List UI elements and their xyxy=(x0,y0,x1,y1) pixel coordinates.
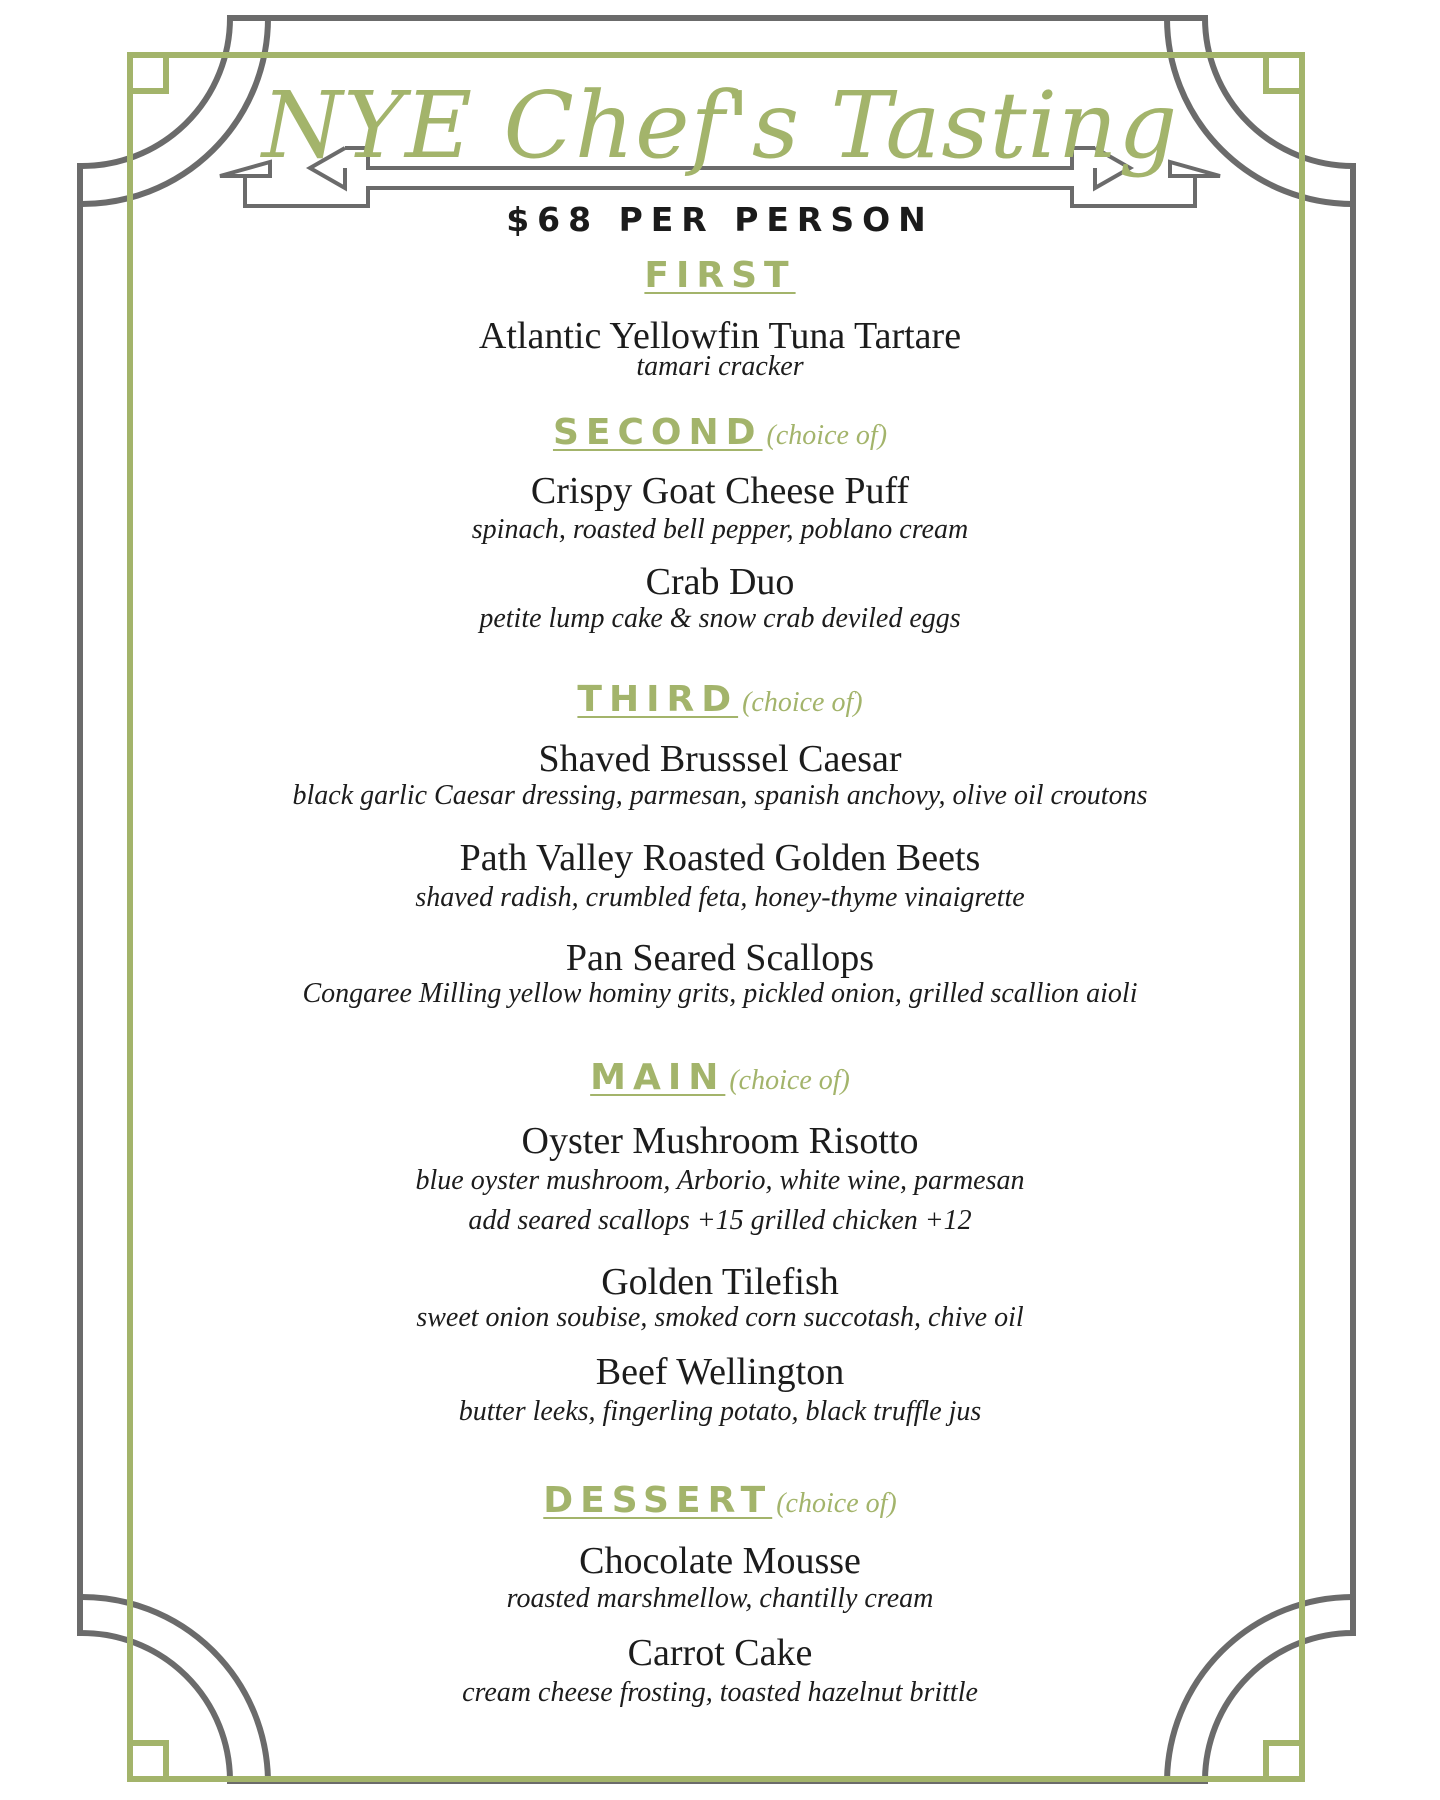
dish-name: Shaved Brusssel Caesar xyxy=(538,738,902,780)
course-note: (choice of) xyxy=(729,1065,850,1096)
course-name: SECOND xyxy=(552,412,763,453)
course-header-second xyxy=(0,412,1440,453)
course-name: DESSERT xyxy=(543,1480,773,1521)
dish-description: sweet onion soubise, smoked corn succotash, chive oil xyxy=(416,1302,1024,1333)
course-header-main xyxy=(0,1057,1440,1098)
course-name: FIRST xyxy=(644,255,796,296)
dish-name: Path Valley Roasted Golden Beets xyxy=(459,837,981,879)
dish-name: Oyster Mushroom Risotto xyxy=(521,1120,919,1162)
dish-name: Crispy Goat Cheese Puff xyxy=(530,470,910,512)
dish-name: Beef Wellington xyxy=(595,1351,845,1393)
dish-addons: add seared scallops +15 grilled chicken +12 xyxy=(468,1205,972,1236)
dish-name: Atlantic Yellowfin Tuna Tartare xyxy=(478,315,962,357)
course-header-first xyxy=(0,255,1440,296)
dish-description: black garlic Caesar dressing, parmesan, spanish anchovy, olive oil croutons xyxy=(292,780,1148,811)
dish-name: Chocolate Mousse xyxy=(579,1540,861,1582)
dish-description: butter leeks, fingerling potato, black truffle jus xyxy=(458,1396,982,1427)
course-note: (choice of) xyxy=(776,1488,897,1519)
dish-name: Carrot Cake xyxy=(627,1632,813,1674)
dish-description: tamari cracker xyxy=(636,351,804,382)
dish-name: Golden Tilefish xyxy=(601,1261,839,1303)
dish-name: Pan Seared Scallops xyxy=(565,937,875,979)
course-header-dessert xyxy=(0,1480,1440,1521)
course-name: MAIN xyxy=(590,1057,726,1098)
menu-title: NYE Chef's Tasting xyxy=(261,72,1179,179)
course-header-third xyxy=(0,679,1440,720)
dish-description: spinach, roasted bell pepper, poblano cream xyxy=(471,514,969,545)
dish-description: roasted marshmellow, chantilly cream xyxy=(506,1583,934,1614)
dish-description: cream cheese frosting, toasted hazelnut brittle xyxy=(462,1677,978,1708)
dish-description: shaved radish, crumbled feta, honey-thyme vinaigrette xyxy=(415,882,1025,913)
dish-description: blue oyster mushroom, Arborio, white wine, parmesan xyxy=(415,1165,1025,1196)
dish-description: petite lump cake & snow crab deviled eggs xyxy=(479,603,961,634)
price-per-person: $68 PER PERSON xyxy=(506,200,934,239)
course-note: (choice of) xyxy=(766,420,888,451)
course-name: THIRD xyxy=(577,679,739,720)
dish-description: Congaree Milling yellow hominy grits, pickled onion, grilled scallion aioli xyxy=(302,978,1138,1009)
course-note: (choice of) xyxy=(742,687,863,718)
dish-name: Crab Duo xyxy=(645,561,795,603)
